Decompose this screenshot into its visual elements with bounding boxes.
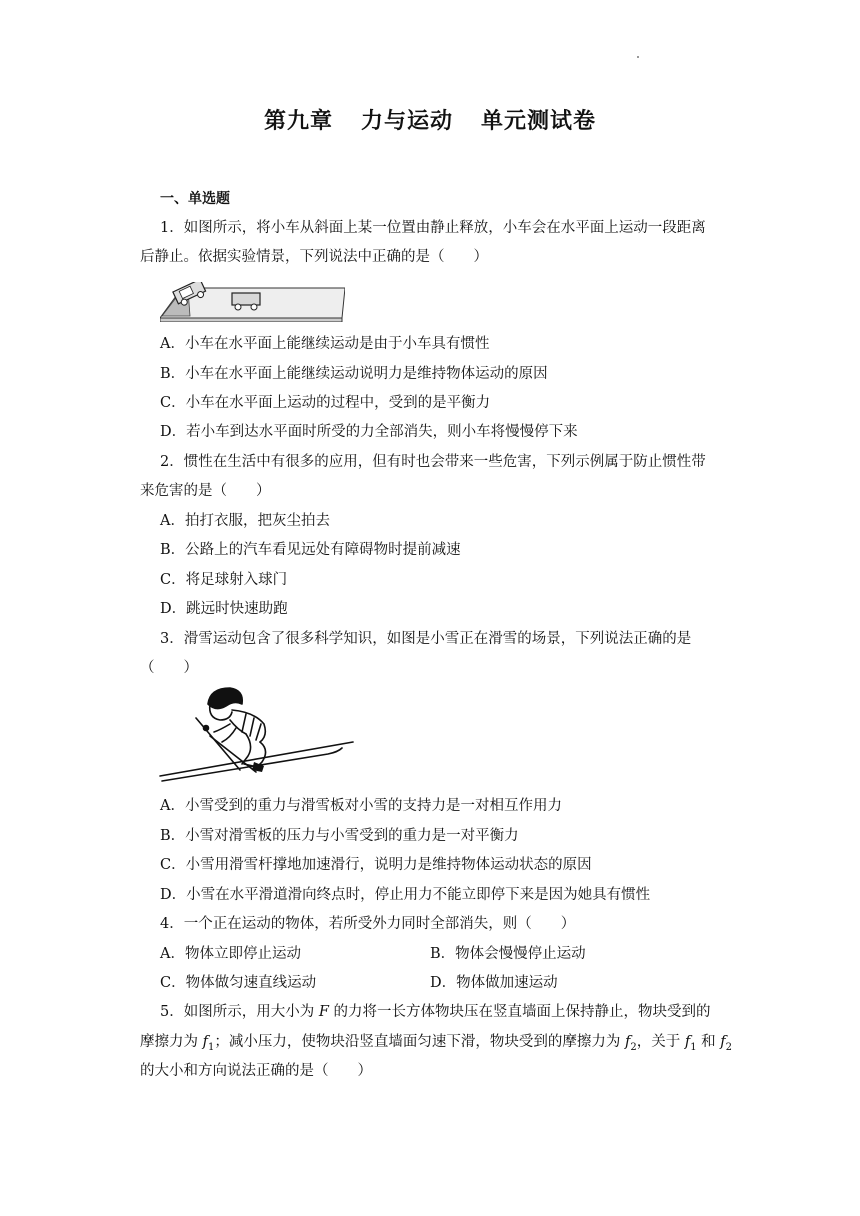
q2-option-d: D．跳远时快速助跑 (160, 601, 288, 617)
q5-text: 5．如图所示，用大小为 (160, 1004, 319, 1020)
q5-text: 摩擦力为 (140, 1034, 203, 1050)
q5-var-f: f (624, 1034, 631, 1050)
q1-option-c: C．小车在水平面上运动的过程中，受到的是平衡力 (160, 395, 491, 411)
q5-var-f: f (684, 1034, 691, 1050)
q5-var-f: f (202, 1034, 208, 1050)
q3-option-b: B．小雪对滑雪板的压力与小雪受到的重力是一对平衡力 (160, 828, 519, 844)
q1-option-b: B．小车在水平面上能继续运动说明力是维持物体运动的原因 (160, 366, 548, 382)
page-title (0, 104, 860, 135)
title-topic: 力与运动 (360, 109, 453, 134)
q5-stem-line1 (160, 1002, 711, 1022)
skier-figure (158, 684, 358, 784)
q2-stem-line1: 2．惯性在生活中有很多的应用，但有时也会带来一些危害，下列示例属于防止惯性带 (160, 454, 706, 470)
q4-stem: 4．一个正在运动的物体，若所受外力同时全部消失，则（ ） (160, 916, 576, 932)
q5-subscript: 1 (690, 1041, 697, 1053)
q1-stem-line2: 后静止。依据实验情景，下列说法中正确的是（ ） (140, 249, 488, 265)
q3-option-a: A．小雪受到的重力与滑雪板对小雪的支持力是一对相互作用力 (160, 798, 562, 814)
q4-option-d: D．物体做加速运动 (430, 975, 558, 991)
title-chapter: 第九章 (263, 109, 333, 134)
cart-ramp-figure (160, 282, 345, 322)
q1-stem-line1: 1．如图所示，将小车从斜面上某一位置由静止释放，小车会在水平面上运动一段距离 (160, 220, 706, 236)
q4-option-b: B．物体会慢慢停止运动 (430, 946, 586, 962)
q4-option-c: C．物体做匀速直线运动 (160, 975, 317, 991)
q5-text: 和 (696, 1034, 721, 1050)
q3-stem-line2: （ ） (140, 660, 198, 676)
q3-option-c: C．小雪用滑雪杆撑地加速滑行，说明力是维持物体运动状态的原因 (160, 857, 592, 873)
q4-option-a: A．物体立即停止运动 (160, 946, 301, 962)
q5-text: 的力将一长方体物块压在竖直墙面上保持静止，物块受到的 (328, 1004, 711, 1020)
q5-subscript: 2 (725, 1041, 733, 1053)
q3-option-d: D．小雪在水平滑道滑向终点时，停止用力不能立即停下来是因为她具有惯性 (160, 887, 651, 903)
q5-var-f: f (720, 1034, 726, 1050)
q5-var-F: F (318, 1004, 329, 1020)
q5-subscript: 1 (207, 1041, 215, 1053)
page-dot (637, 56, 639, 58)
title-test: 单元测试卷 (481, 109, 597, 134)
q5-stem-line3: 的大小和方向说法正确的是（ ） (140, 1063, 372, 1079)
q5-stem-line2 (140, 1032, 732, 1058)
q5-text: ；减小压力，使物块沿竖直墙面匀速下滑，物块受到的摩擦力为 (214, 1034, 625, 1050)
q2-option-a: A．拍打衣服，把灰尘拍去 (160, 513, 330, 529)
q2-option-c: C．将足球射入球门 (160, 572, 288, 588)
q1-option-d: D．若小车到达水平面时所受的力全部消失，则小车将慢慢停下来 (160, 424, 578, 440)
q2-stem-line2: 来危害的是（ ） (140, 483, 271, 499)
q5-text: ，关于 (636, 1034, 685, 1050)
q1-option-a: A．小车在水平面上能继续运动是由于小车具有惯性 (160, 336, 490, 352)
q3-stem-line1: 3．滑雪运动包含了很多科学知识，如图是小雪正在滑雪的场景，下列说法正确的是 (160, 631, 692, 647)
q5-subscript: 2 (630, 1041, 637, 1053)
section-heading: 一、单选题 (160, 191, 230, 207)
q2-option-b: B．公路上的汽车看见远处有障碍物时提前减速 (160, 542, 461, 558)
